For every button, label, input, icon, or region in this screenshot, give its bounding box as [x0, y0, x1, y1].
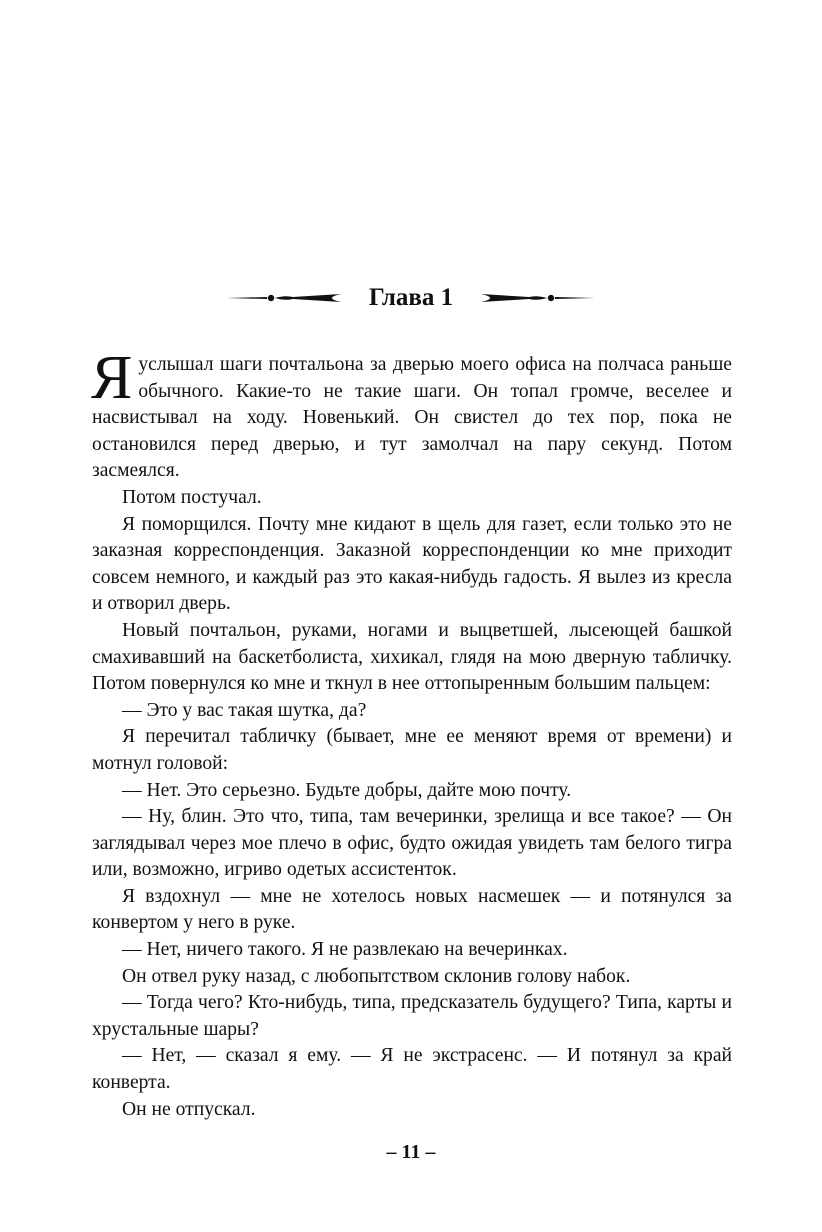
- paragraph: Новый почтальон, руками, ногами и выцветшей, лысеющей башкой смахивавший на баскетболиста, хихикал, глядя на мою дверную табличку. Потом повернулся ко мне и ткнул в нее оттопыренным большим пальцем:: [92, 619, 732, 695]
- paragraph: — Ну, блин. Это что, типа, там вечеринки, зрелища и все такое? — Он заглядывал через мое плечо в офис, будто ожидая увидеть там белого тигра или, возможно, игриво одетых ассистенток.: [92, 806, 732, 881]
- page-number: – 11 –: [386, 1141, 436, 1163]
- paragraph: Я поморщился. Почту мне кидают в щель для газет, если только это не заказная корреспонденция. Заказной корреспонденции ко мне приходит совсем немного, и каждый раз это какая-нибудь гадость. Я вылез из кресла и отворил дверь.: [92, 513, 732, 615]
- paragraph: Я вздохнул — мне не хотелось новых насмешек — и потянулся за конвертом у него в руке.: [92, 885, 732, 934]
- paragraph: Потом постучал.: [122, 486, 262, 508]
- left-ornament-icon: [227, 289, 343, 307]
- paragraph: Я перечитал табличку (бывает, мне ее меняют время от времени) и мотнул головой:: [92, 726, 732, 774]
- paragraph: Он не отпускал.: [122, 1098, 256, 1120]
- paragraph-text: услышал шаги почтальона за дверью моего офиса на полчаса раньше обычного. Какие-то не такие шаги. Он топал громче, веселее и насвистывал на ходу. Новенький. Он свистел до тех пор, пока не остановился перед дверью, и тут замолчал на пару секунд. Потом засмеялся.: [92, 354, 732, 482]
- drop-cap: Я: [91, 344, 133, 412]
- paragraph: — Это у вас такая шутка, да?: [122, 699, 367, 721]
- paragraph: [91, 344, 732, 485]
- paragraph: Он отвел руку назад, с любопытством склонив голову набок.: [122, 965, 631, 987]
- paragraph: — Нет, — сказал я ему. — Я не экстрасенс. — И потянул за край конверта.: [92, 1045, 732, 1094]
- paragraph: — Тогда чего? Кто-нибудь, типа, предсказатель будущего? Типа, карты и хрустальные шары?: [92, 992, 732, 1040]
- paragraph: — Нет. Это серьезно. Будьте добры, дайте мою почту.: [122, 779, 572, 801]
- chapter-heading: [0, 278, 822, 318]
- chapter-body: [91, 344, 732, 1123]
- right-ornament-icon: [479, 289, 595, 307]
- chapter-title: Глава 1: [368, 284, 454, 311]
- paragraph: — Нет, ничего такого. Я не развлекаю на вечеринках.: [122, 939, 568, 961]
